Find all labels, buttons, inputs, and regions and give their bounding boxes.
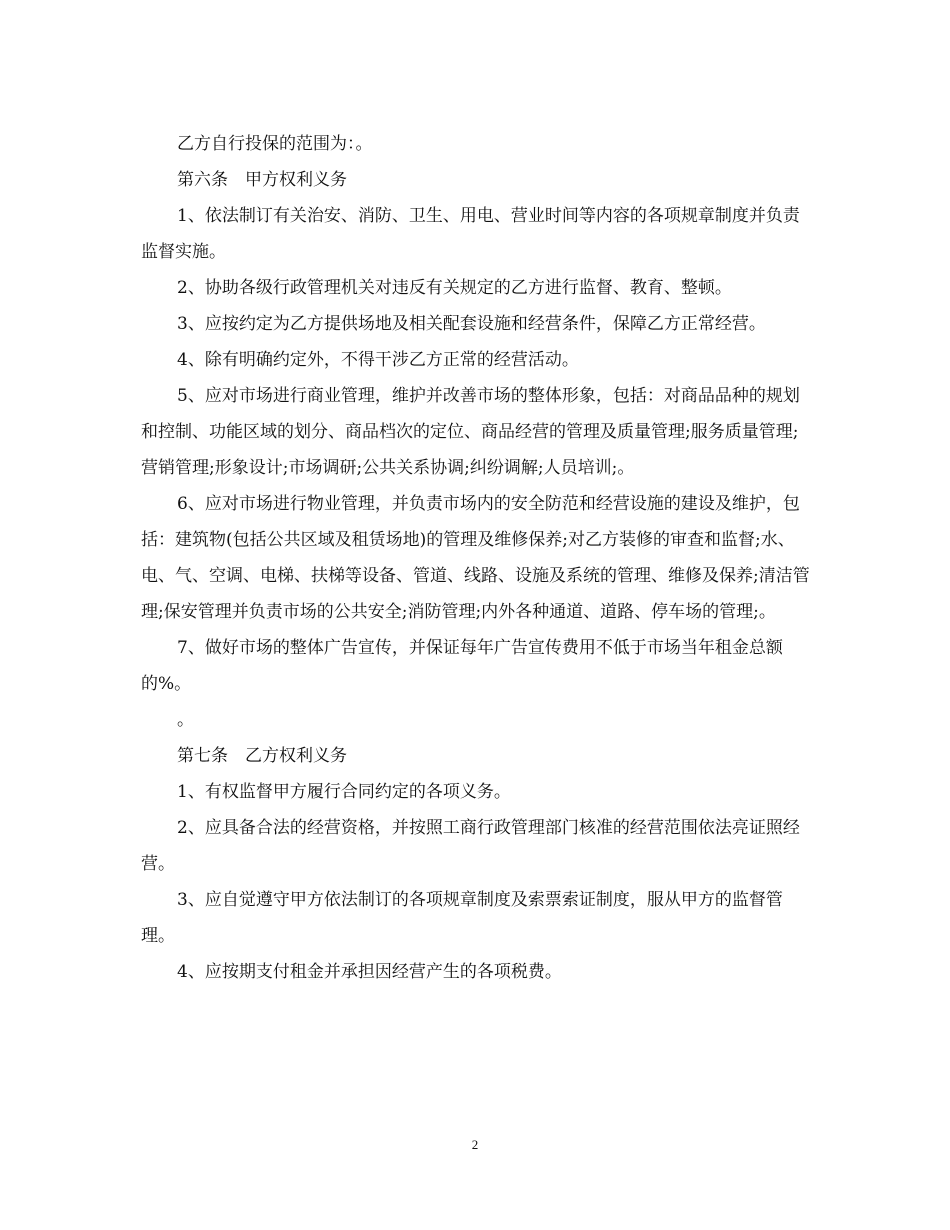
page-number: 2 — [471, 1137, 479, 1152]
heading-article-7: 第七条 乙方权利义务 — [177, 746, 347, 766]
paragraph-article-6-item-2: 2、协助各级行政管理机关对违反有关规定的乙方进行监督、教育、整顿。 — [177, 278, 732, 298]
paragraph-insurance-scope: 乙方自行投保的范围为：。 — [177, 134, 373, 154]
paragraph-article-6-item-7: 7、做好市场的整体广告宣传，并保证每年广告宣传费用不低于市场当年租金总额的%。 — [141, 638, 783, 694]
document-body — [141, 126, 811, 990]
paragraph-article-7-item-3: 3、应自觉遵守甲方依法制订的各项规章制度及索票索证制度，服从甲方的监督管理。 — [141, 890, 783, 946]
paragraph-article-6-item-6: 6、应对市场进行物业管理，并负责市场内的安全防范和经营设施的建设及维护，包括：建筑物(包括公共区域及租赁场地)的管理及维修保养;对乙方装修的审查和监督;水、电、气、空调、电梯、扶梯等设备、管道、线路、设施及系统的管理、维修及保养;清洁管理;保安管理并负责市场的公共安全;消防管理;内外各种通道、道路、停车场的管理;。 — [141, 494, 810, 622]
paragraph-article-6-item-1: 1、依法制订有关治安、消防、卫生、用电、营业时间等内容的各项规章制度并负责监督实施。 — [141, 206, 800, 262]
paragraph-article-7-item-4: 4、应按期支付租金并承担因经营产生的各项税费。 — [177, 962, 562, 982]
paragraph-article-7-item-1: 1、有权监督甲方履行合同约定的各项义务。 — [177, 782, 511, 802]
paragraph-article-6-item-4: 4、除有明确约定外，不得干涉乙方正常的经营活动。 — [177, 350, 579, 370]
paragraph-article-7-item-2: 2、应具备合法的经营资格，并按照工商行政管理部门核准的经营范围依法亮证照经营。 — [141, 818, 800, 874]
paragraph-article-6-item-3: 3、应按约定为乙方提供场地及相关配套设施和经营条件，保障乙方正常经营。 — [177, 314, 766, 334]
heading-article-6: 第六条 甲方权利义务 — [177, 170, 347, 190]
paragraph-separator: 。 — [177, 710, 194, 730]
paragraph-article-6-item-5: 5、应对市场进行商业管理，维护并改善市场的整体形象，包括：对商品品种的规划和控制、功能区域的划分、商品档次的定位、商品经营的管理及质量管理;服务质量管理;营销管理;形象设计;市场调研;公共关系协调;纠纷调解;人员培训;。 — [141, 386, 800, 478]
